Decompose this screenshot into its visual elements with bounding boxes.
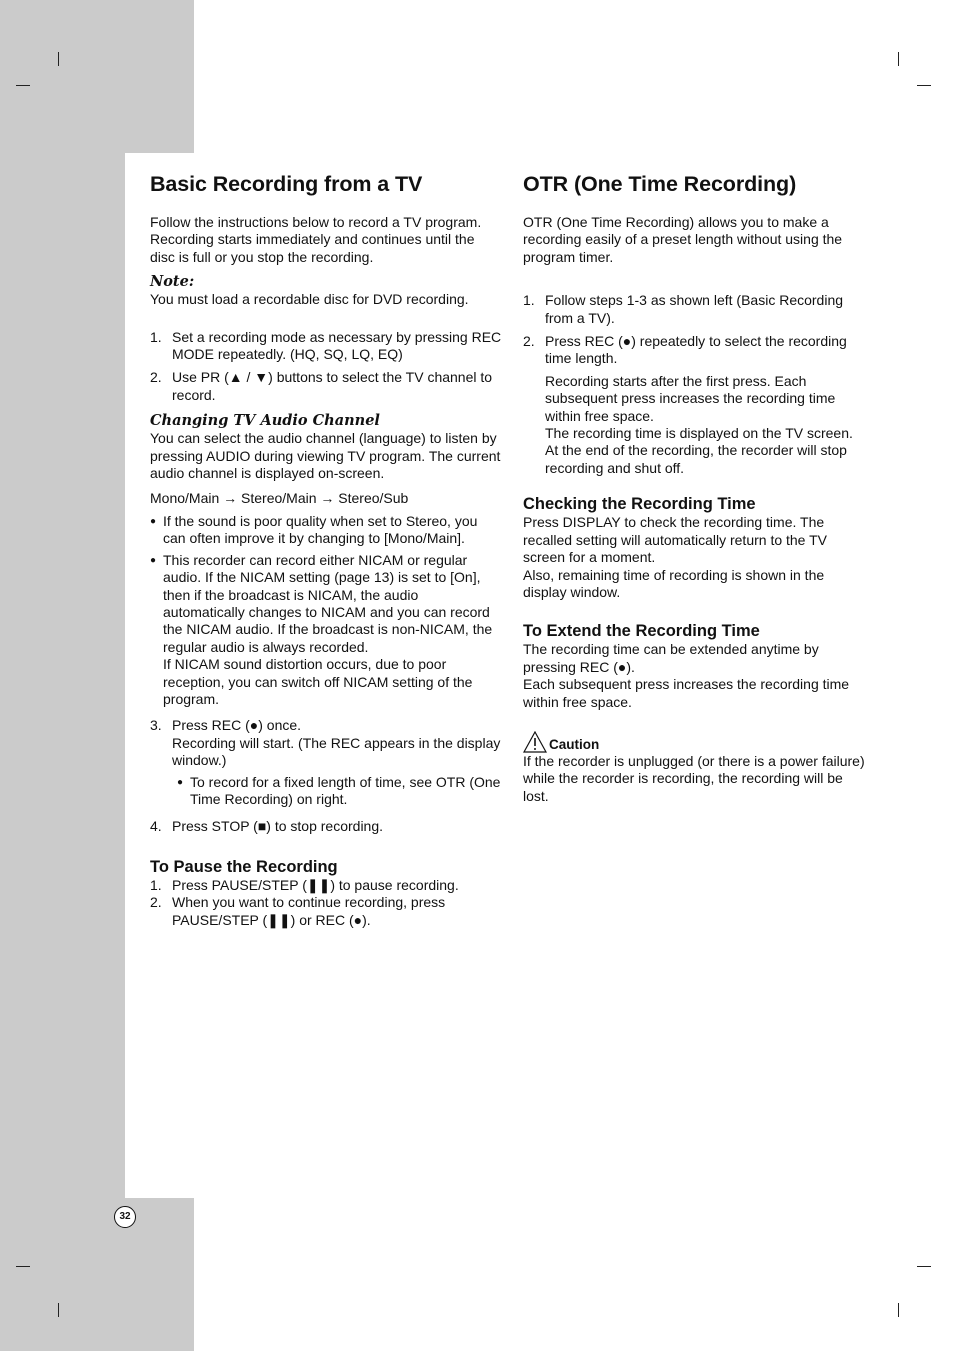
- step-number: 4.: [150, 818, 162, 835]
- step-subtext: The recording time is displayed on the TV screen.: [545, 425, 853, 442]
- crop-mark: [917, 85, 931, 86]
- step-text: Press REC (●) once.: [172, 717, 302, 734]
- list-item: [150, 552, 502, 709]
- bullet-icon: ●: [177, 776, 184, 788]
- step-text: Press REC (●) repeatedly to select the recording time length.: [545, 333, 847, 367]
- step-number: 3.: [150, 717, 162, 734]
- crop-mark: [16, 1266, 30, 1267]
- margin-band-bottom: [0, 1198, 194, 1351]
- list-item: [150, 329, 502, 364]
- checking-title: Checking the Recording Time: [523, 495, 756, 514]
- crop-mark: [16, 85, 30, 86]
- caution-header: [523, 731, 869, 753]
- step-text: Set a recording mode as necessary by pressing REC MODE repeatedly. (HQ, SQ, LQ, EQ): [172, 328, 502, 363]
- step-text: Follow steps 1-3 as shown left (Basic Recording from a TV).: [545, 292, 844, 326]
- bullet-text: To record for a fixed length of time, see OTR (One Time Recording) on right.: [190, 773, 501, 807]
- step-subtext: At the end of the recording, the recorder will stop recording and shut off.: [545, 442, 847, 476]
- left-column: [150, 170, 502, 929]
- steps-list-a: [150, 329, 502, 405]
- list-item: [177, 774, 502, 809]
- note-text: You must load a recordable disc for DVD recording.: [150, 291, 469, 308]
- step-number: 2.: [150, 369, 162, 386]
- section-title-basic-recording: Basic Recording from a TV: [150, 172, 423, 196]
- intro-text: Follow the instructions below to record a TV program. Recording starts immediately and continues until the disc is full or you stop the recording.: [150, 214, 482, 265]
- audio-channel-title: Changing TV Audio Channel: [150, 412, 380, 430]
- step-text: Use PR (▲ / ▼) buttons to select the TV channel to record.: [172, 369, 493, 403]
- page-number: 32: [114, 1206, 136, 1228]
- warning-triangle-icon: [523, 731, 547, 753]
- step3-bullets: [177, 774, 502, 809]
- pause-steps: [150, 877, 502, 929]
- margin-band-left: [0, 153, 125, 1198]
- section-title-otr: OTR (One Time Recording): [523, 172, 797, 196]
- crop-mark: [917, 1266, 931, 1267]
- crop-mark: [58, 1303, 59, 1317]
- list-item: [150, 717, 502, 808]
- bullet-text: This recorder can record either NICAM or regular audio. If the NICAM setting (page 13) is set to [On], then if the broadcast is NICAM, the audio automatically changes to NICAM and you can record the NICAM audio. If the broadcast is non-NICAM, the regular audio is always recorded.: [163, 551, 493, 655]
- margin-band-top: [0, 0, 194, 153]
- caution-label: Caution: [549, 736, 600, 752]
- crop-mark: [898, 1303, 899, 1317]
- list-item: [150, 369, 502, 404]
- step-subtext: Recording starts after the first press. Each subsequent press increases the recording time within free space.: [545, 372, 836, 424]
- extend-text-2: Each subsequent press increases the recording time within free space.: [523, 676, 850, 710]
- bullet-text: If NICAM sound distortion occurs, due to poor reception, you can switch off NICAM setting of the program.: [163, 656, 473, 707]
- pause-title: To Pause the Recording: [150, 857, 338, 876]
- bullet-icon: ●: [150, 554, 157, 566]
- step-number: 2.: [150, 894, 162, 911]
- extend-title: To Extend the Recording Time: [523, 622, 760, 641]
- list-item: [150, 894, 502, 929]
- caution-text: If the recorder is unplugged (or there is a power failure) while the recorder is recording, the recording will be lost.: [523, 752, 865, 804]
- audio-sequence: Mono/Main → Stereo/Main → Stereo/Sub: [150, 490, 409, 507]
- step-text: Press STOP (■) to stop recording.: [172, 818, 384, 835]
- bullet-icon: ●: [150, 515, 157, 527]
- step-text: When you want to continue recording, press PAUSE/STEP (❚❚) or REC (●).: [172, 894, 446, 928]
- steps-list-b: [150, 717, 502, 835]
- audio-bullets: [150, 513, 502, 708]
- list-item: [150, 877, 502, 894]
- crop-mark: [58, 52, 59, 66]
- otr-steps: [523, 292, 869, 477]
- otr-intro: OTR (One Time Recording) allows you to make a recording easily of a preset length without using the program timer.: [523, 214, 843, 265]
- step-number: 1.: [523, 292, 535, 309]
- right-column: [523, 170, 869, 805]
- step-number: 1.: [150, 328, 162, 345]
- list-item: [150, 513, 502, 548]
- audio-channel-text: You can select the audio channel (language) to listen by pressing AUDIO during viewing TV program. The current audio channel is displayed on-screen.: [150, 430, 501, 482]
- step-number: 2.: [523, 333, 535, 350]
- list-item: [523, 292, 869, 327]
- step-text: Press PAUSE/STEP (❚❚) to pause recording.: [172, 876, 459, 893]
- bullet-text: If the sound is poor quality when set to Stereo, you can often improve it by changing to [Mono/Main].: [163, 512, 478, 547]
- extend-text: The recording time can be extended anytime by pressing REC (●).: [523, 641, 819, 675]
- step-number: 1.: [150, 876, 162, 893]
- checking-text: Press DISPLAY to check the recording time. The recalled setting will automatically return to the TV screen for a moment.: [523, 514, 827, 566]
- note-title: Note:: [150, 273, 195, 291]
- crop-mark: [898, 52, 899, 66]
- checking-text-2: Also, remaining time of recording is shown in the display window.: [523, 566, 825, 600]
- list-item: [523, 333, 869, 477]
- list-item: [150, 818, 502, 835]
- step-subtext: Recording will start. (The REC appears in the display window.): [172, 734, 501, 769]
